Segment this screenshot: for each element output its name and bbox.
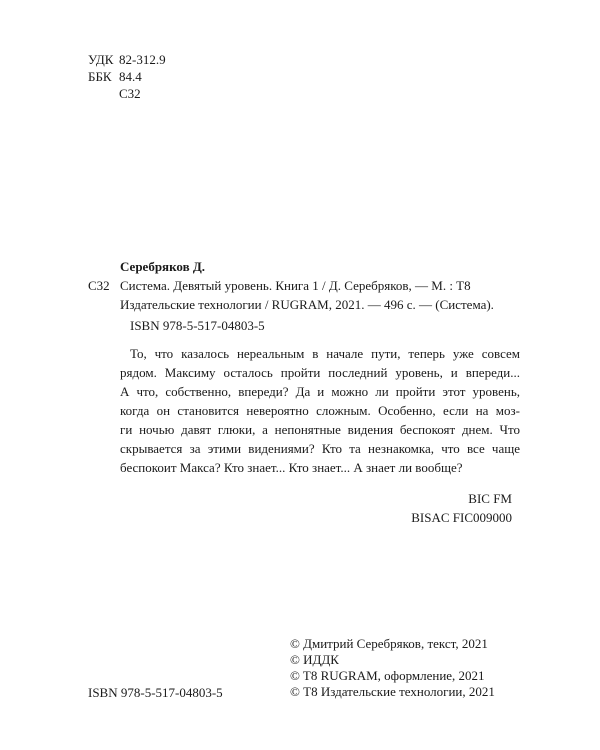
bbk-row: [88, 68, 166, 85]
bbk-label: ББК: [88, 69, 112, 84]
bibliographic-record: [120, 257, 520, 314]
udk-label: УДК: [88, 52, 114, 67]
udk-row: [88, 51, 166, 68]
copyright-line: © Дмитрий Серебряков, текст, 2021: [290, 636, 488, 651]
footer-isbn: ISBN 978-5-517-04803-5: [88, 685, 223, 700]
annotation-line: То, что казалось нереальным в начале пути, теперь уже совсем: [130, 346, 520, 361]
copyright-line: © Т8 Издательские технологии, 2021: [290, 684, 495, 699]
annotation-line: ги ночью давят глюки, а непонятные видения беспокоят днем. Что: [120, 422, 520, 437]
bic-code: BIC FM: [468, 491, 512, 506]
copyright-line: © T8 RUGRAM, оформление, 2021: [290, 668, 485, 683]
bisac-code: BISAC FIC009000: [411, 510, 512, 525]
annotation-line: беспокоит Макса? Кто знает... Кто знает... А знает ли вообще?: [120, 460, 463, 475]
copyright-line: © ИДДК: [290, 652, 339, 667]
annotation: [120, 344, 520, 477]
subject-codes: [411, 489, 512, 527]
bbk-value: 84.4: [119, 69, 142, 84]
classification-author-mark: С32: [119, 86, 141, 101]
author-name: Серебряков Д.: [120, 259, 206, 274]
copyright-notices: [290, 636, 495, 700]
annotation-line: А что, собственно, впереди? Да и можно ли пройти этот уровень,: [120, 384, 520, 399]
record-isbn: ISBN 978-5-517-04803-5: [130, 318, 265, 333]
record-author-mark: С32: [88, 278, 110, 293]
annotation-line: когда он становится невероятно сложным. Особенно, если на моз-: [120, 403, 520, 418]
record-title-line: Система. Девятый уровень. Книга 1 / Д. Серебряков, — М. : Т8: [120, 278, 471, 293]
author-mark-row: [88, 85, 166, 102]
record-publisher-line: Издательские технологии / RUGRAM, 2021. — 496 с. — (Система).: [120, 297, 494, 312]
annotation-line: рядом. Максиму осталось пройти последний уровень, и впереди...: [120, 365, 520, 380]
annotation-line: скрывается за этими видениями? Кто та незнакомка, что все чаще: [120, 441, 520, 456]
classification-block: [88, 51, 166, 102]
udk-value: 82-312.9: [119, 52, 166, 67]
